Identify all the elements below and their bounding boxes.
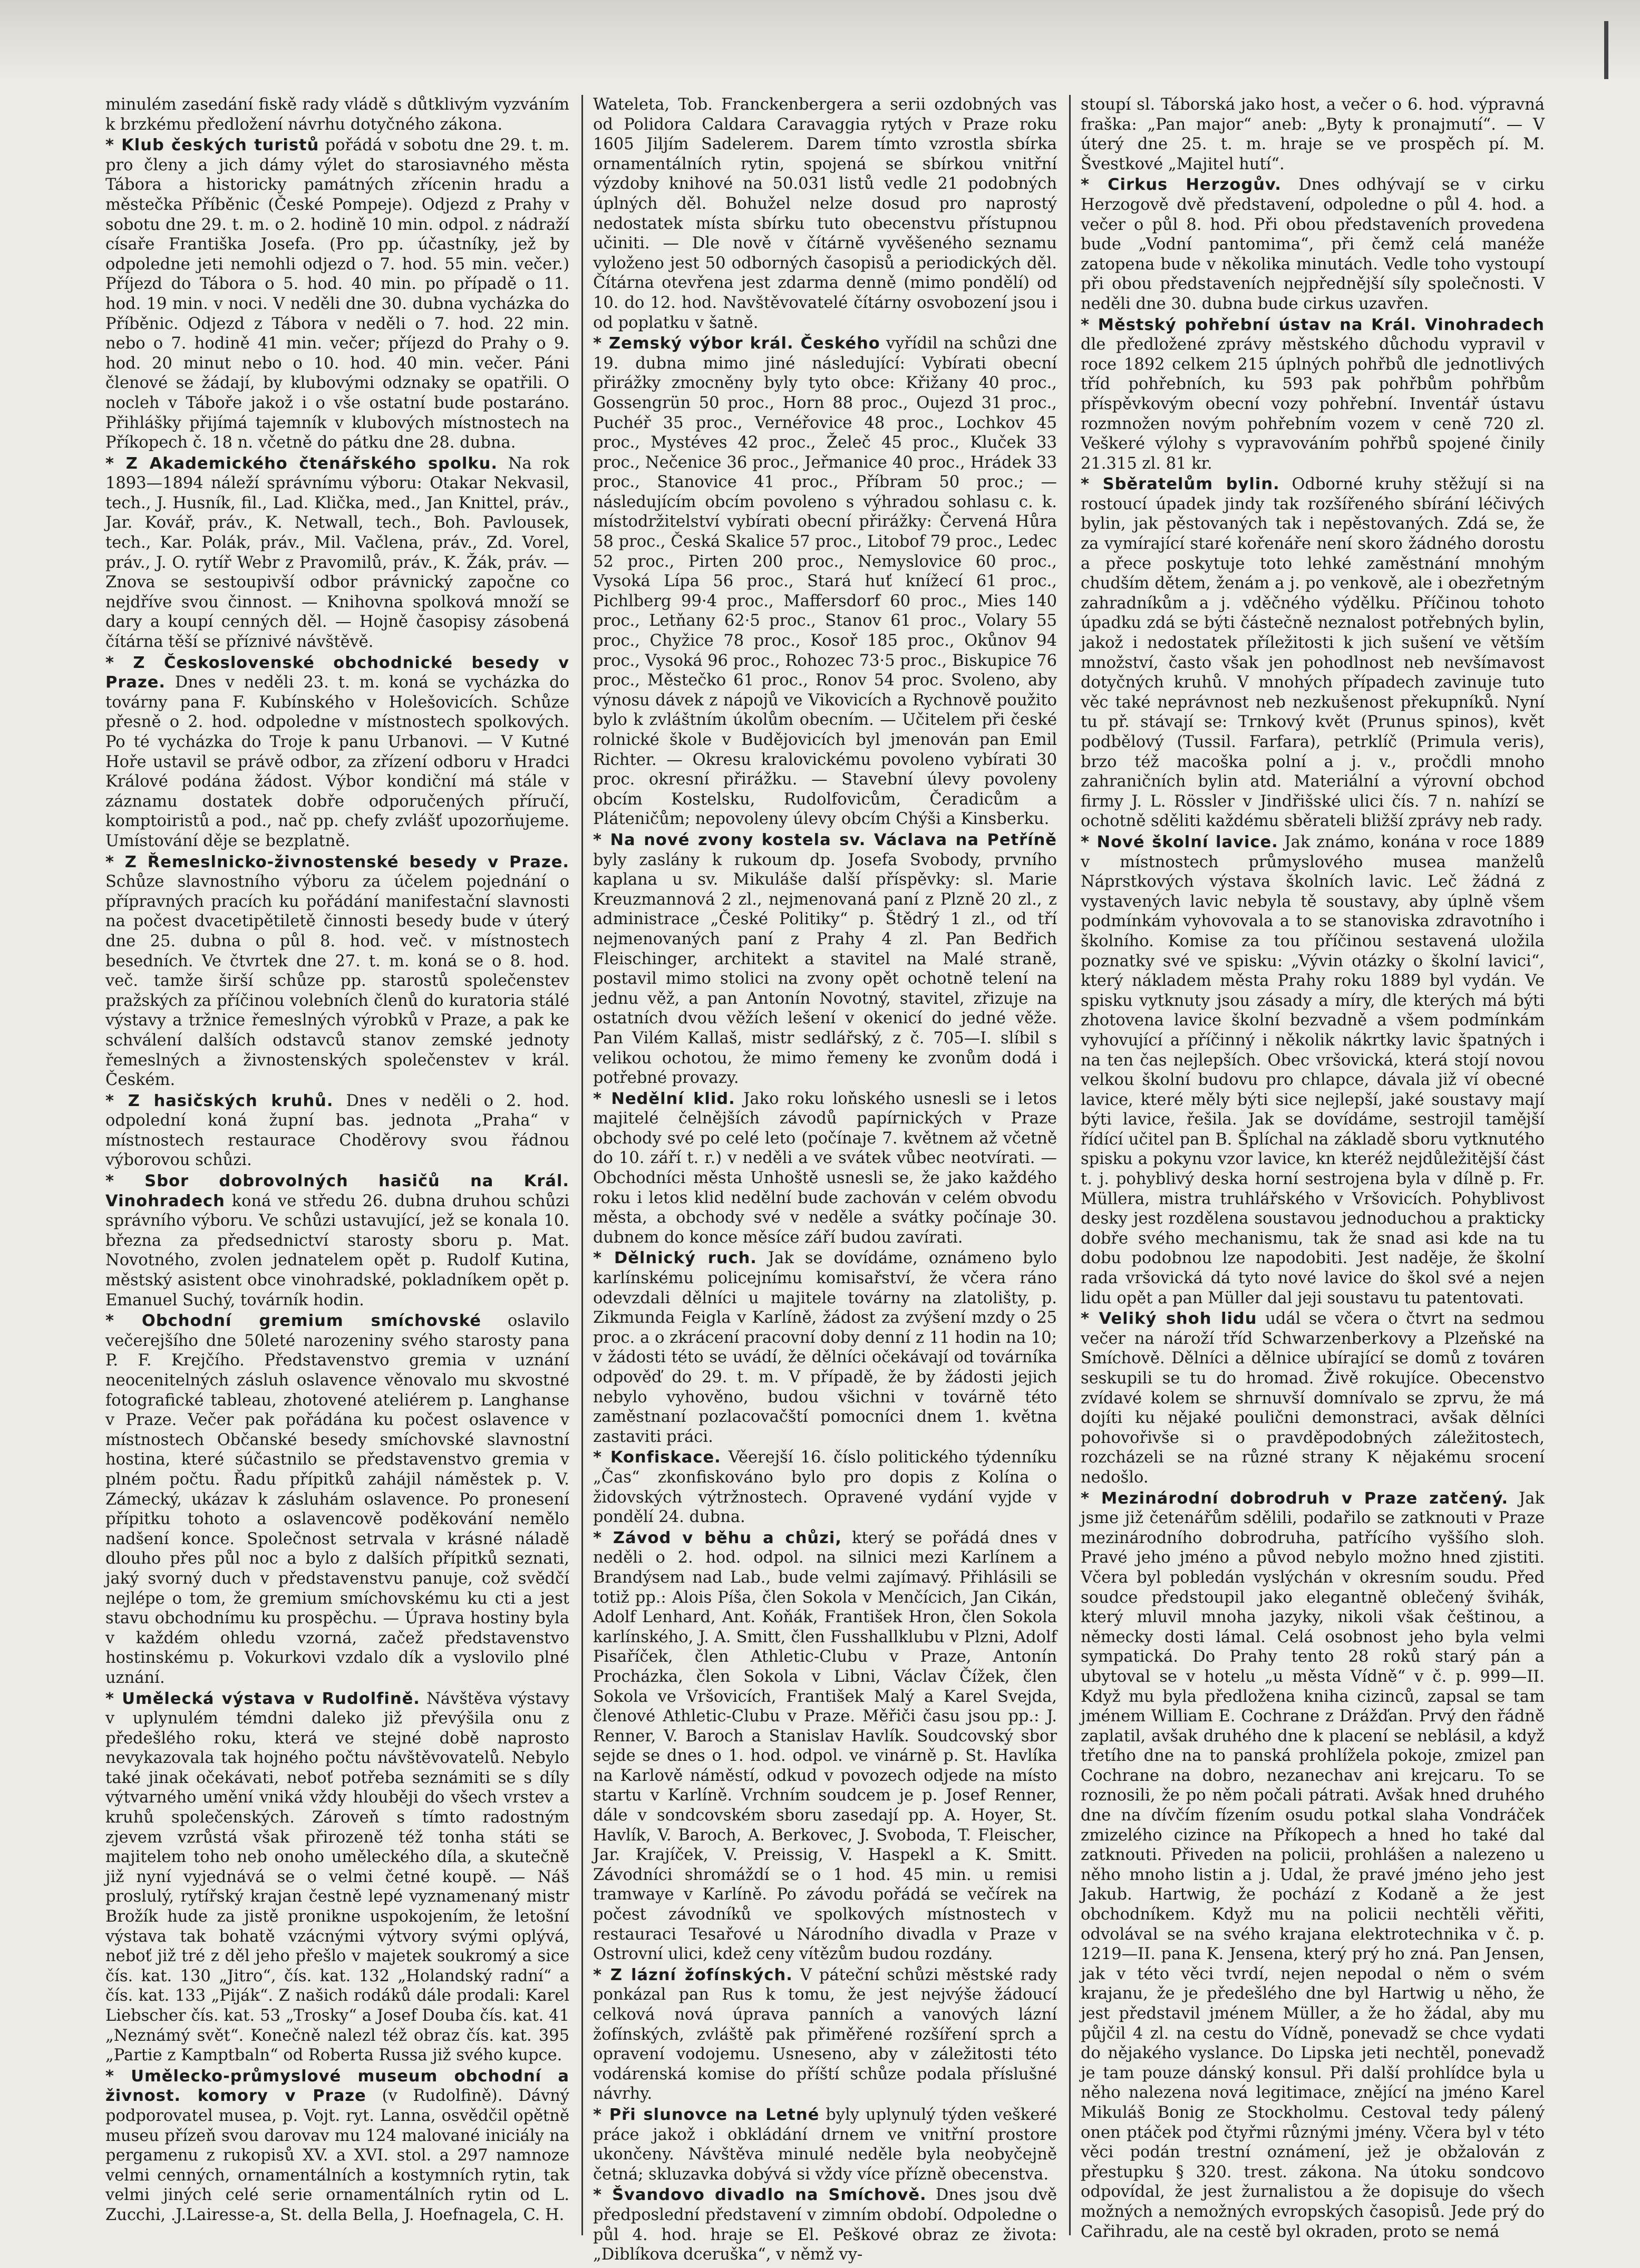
article-text: byly uplynulý týden veškeré práce jakož i obkládání drnem ve vnitřní prostore ukončeny. Návštěva minulé neděle byla neobyčejně četná; skluzavka dobývá si vždy více přízně obecenstva. [593,2105,1057,2184]
article-paragraph [105,1311,569,1688]
article-text: byly zaslány k rukoum dp. Josefa Svobody, prvního kaplana u sv. Mikuláše další příspěvky: sl. Marie Kreuzmannová 2 zl., nejmenovaná paní z Plzně 20 zl., z administrace „České Politiky“ p. Štědrý 1 zl., od tří nejmenovaných paní z Prahy 4 zl. Pan Bedřich Fleischinger, architekt a stavitel na Malé straně, postavil mimo stolici na zvony opět ochotně telení na jednu věž, a pan Antonín Novotný, stavitel, zřizuje na ostatních dvou věžích lešení v okenicí do jedné věže. Pan Vilém Kallaš, mistr sedlářský, z č. 705—I. slíbil s velikou ochotou, že mimo řemeny ke zvonům dodá i potřebné provazy. [593,850,1057,1088]
article-paragraph [1081,832,1545,1308]
article-paragraph [105,135,569,453]
column-3 [1081,95,1545,2241]
article-paragraph [593,1528,1057,1964]
article-paragraph [1081,1489,1545,2242]
article-paragraph [593,334,1057,829]
article-paragraph [105,1689,569,2066]
article-heading: * Z lázní žofínských. [593,1965,793,1984]
article-heading: * Z hasičských kruhů. [105,1091,334,1110]
article-text: pořádá v sobotu dne 29. t. m. pro členy a jich dámy výlet do starosiavného města Tábora a historicky památných zřícenin hradu a městečka Příběnic (České Pompeje). Odjezd z Prahy v sobotu dne 29. t. m. o 2. hodině 10 min. odpol. z nádraží císaře Františka Josefa. (Pro pp. účastníky, jež by odpoledne jeti nemohli odjezd o 7. hod. 55 min. večer.) Příjezd do Tábora o 5. hod. 40 min. po případě o 11. hod. 19 min. v noci. V neděli dne 30. dubna vycházka do Příběnic. Odjezd z Tábora v neděli o 7. hod. 22 min. nebo o 7. hodině 41 min. večer; příjezd do Prahy o 9. hod. 20 minut nebo o 10. hod. 40 min. večer. Páni členové se žádají, by klubovými odznaky se opatřili. O nocleh v Táboře jakož i o vše ostatní bude postaráno. Přihlášky přijímá tajemník v klubových místnostech na Příkopech č. 18 n. včetně do pátku dne 28. dubna. [105,136,570,452]
article-heading: * Z Československé obchodnické besedy v Praze. [105,653,569,692]
article-heading: * Umělecká výstava v Rudolfině. [105,1689,420,1708]
column-1 [105,95,569,2235]
article-paragraph [593,1089,1057,1248]
column-rule [1069,95,1071,2235]
article-heading: * Obchodní gremium smíchovské [105,1312,481,1331]
article-text: Jak se dovídáme, oznámeno bylo karlínskému policejnímu komisařství, že včera ráno odevzdali dělníci u majitele továrny na zlatolišty, p. Zikmunda Feigla v Karlíně, žádost za zvýšení mzdy o 25 proc. a o zkrácení pracovní doby denní z 11 hodin na 10; v žádosti této se uvádí, že dělníci očekávají od továrníka odpověď do 29. t. m. V případě, že by žádosti jejich nebylo vyhověno, budou všichni v továrně této zaměstnaní pozlacovačští pomocníci dnem 1. května zastaviti práci. [593,1249,1057,1446]
article-text: Schůze slavnostního výboru za účelem pojednání o přípravných pracích ku pořádání manifestační slavnosti na počest dvacetipětiletě činnosti besedy bude v úterý dne 25. dubna o půl 8. hod. več. v místnostech besedních. Ve čtvrtek dne 27. t. m. koná se o 8. hod. več. tamže širší schůze pp. starostů společenstev pražských za příčinou volebních členů do kuratoria stálé výstavy a tržnice řemeslných výrobků v Praze, a pak ke schválení dalších odstavců stanov zemské jednoty řemeslných a živnostenských společenstev v král. Českém. [105,873,569,1090]
article-paragraph [1081,95,1545,174]
article-paragraph [105,2067,569,2225]
article-heading: * Umělecko-průmyslové museum obchodní a živnost. komory v Praze [105,2067,569,2106]
article-text: Jak známo, konána v roce 1889 v místnostech průmyslového musea manželů Náprstkových výstava školních lavic. Leč žádná z vystavených lavic nebyla tě soustavy, aby úplně všem podmínkám vyhovovala a to se stanoviska zdravotního i školního. Komise za tou příčinou sestavená uložila poznatky své ve spisku: „Vývin otázky o školní lavici“, který nákladem města Prahy roku 1889 byl vydán. Ve spisku vytknuty jsou zásady a míry, dle kterých má býti zhotovena lavice školní bezvadně a všem podmínkám vyhovující a příčinný i několik nákrtky lavic špatných i na ten čas nejlepších. Obec vršovická, která stojí novou velkou školní budovu pro chlapce, dávala již ví obecné lavice, které měly býti sice nejlepší, jaké soustavy mají býti lavice, řešila. Jak se dovídáme, sestrojil tamější řídící učitel pan B. Šplíchal na základě sboru vytknutého spisku a pokynu vzor lavice, kn kteréž nejdůležitější část t. j. pohyblivý deska horní sestrojena byla v dílně p. Fr. Müllera, mistra truhlářského v Vršovicích. Pohyblivost desky jest rozdělena soustavou jednoduchou a prakticky dobře svého mechanismu, tak že snad asi kde na tu dobu podobnou lze napodobiti. Jest naděje, že školní rada vršovická dá tyto nové lavice do škol své a nejen lidu opět a pan Müller dal jeji soustavu tu patentovati. [1081,832,1545,1307]
article-text: Návštěva výstavy v uplynulém témdni daleko již převýšila onu z předešlého roku, která ve stejné době naprosto nevykazovala tak hojného počtu návštěvovatelů. Nebylo také jinak očekávati, neboť potřeba seznámiti se s díly výtvarného umění vniká vždy hlouběji do všech vrstev a kruhů společenských. Zároveň s tímto radostným zjevem vzrůstá však přirozeně též tonha státi se majitelem toho neb onoho uměleckého díla, a skutečně již nyní vyjednává se o velmi četné koupě. — Náš proslulý, rytířský krajan čestně lepé vyznamenaný mistr Brožík hude za jistě pronikne uspokojením, že letošní výstava tak bohatě vzácnými výtvory svými oplývá, neboť již tré z děl jeho přešlo v majetek soukromý a sice čís. kat. 130 „Jitro“, čís. kat. 132 „Holandský radní“ a čís. kat. 133 „Piják“. Z našich rodáků dále prodali: Karel Liebscher čís. kat. 53 „Trosky“ a Josef Douba čís. kat. 41 „Neznámý svět“. Konečně nalezl též obraz čís. kat. 395 „Partie z Kamptbaln“ od Roberta Russa již svého kupce. [105,1689,569,2065]
article-text: Věerejší 16. číslo politického týdenníku „Čas“ zkonfiskováno bylo pro dopis z Kolína o židovských výtržnostech. Opravené vydání vyjde v pondělí 24. dubna. [593,1448,1057,1527]
article-heading: * Klub českých turistů [105,136,319,155]
article-text: Jako roku loňského usnesli se i letos majitelé čelnějších závodů papírnických v Praze obchody své po celé leto (počínaje 7. květnem až včetně do 10. září t. r.) v neděli a ve svátek vůbec neotvírati. — Obchodníci města Unhoště usnesli se, že jako každého roku i letos klid nedělní bude zachován v celém obvodu města, a obchody své v neděle a svátky počínaje 30. dubnem do konce měsíce září budou zavírati. [593,1089,1057,1247]
article-heading: * Při slunovce na Letné [593,2105,820,2124]
page-top-shadow [0,0,1640,79]
newspaper-page [105,95,1545,2264]
page-edge-mark [1604,21,1608,79]
article-heading: * Nové školní lavice. [1081,832,1278,851]
article-paragraph [593,2105,1057,2184]
article-text: (v Rudolfině). Dávný podporovatel musea, p. Vojt. ryt. Lanna, osvědčil opětně museu přízeň svou darovav mu 124 malované iniciály na pergamenu z rukopisů XV. a XVI. stol. a 297 namnoze velmi cenných, ornamentálních a kostymních rytin, tak velmi jiných celé serie ornamentálních rytin od L. Zucchi, .J.Lairesse-a, St. della Bella, J. Hoefnagela, C. H. [105,2087,569,2224]
article-text: oslavilo večerejšího dne 50leté narozeniny svého starosty pana P. F. Krejčího. Představenstvo gremia v uznání neocenitelných zásluh oslavence věnovalo mu skvostné fotografické tableau, zhotovené ateliérem p. Langhanse v Praze. Večer pak pořádána ku počest oslavence v místnostech Občanské besedy smíchovské slavnostní hostina, které súčastnilo se představenstvo gremia v plném počtu. Řadu přípitků zahájil náměstek p. V. Zámecký, ukázav k zásluhám oslavence. Po pronesení přípitku tohoto a oslavencově poděkování nemělo nadšení konce. Společnost setrvala v krásné náladě dlouho přes půl noc a bylo z dalších přípitků seznati, jaký svorný duch v představenstvu panuje, což svědčí nejlépe o tom, že gremium smíchovskému ku cti a jest stavu obchodnímu ku prospěchu. — Úprava hostiny byla v každém ohledu vzorná, začež představenstvo hostinskému p. Vokurkovi vzdalo dík a vyslovilo plné uznání. [105,1312,569,1687]
article-text: který se pořádá dnes v neděli o 2. hod. odpol. na silnici mezi Karlínem a Brandýsem nad Lab., bude velmi zajímavý. Přihlásili se totiž pp.: Alois Píša, člen Sokola v Menčícich, Jan Cikán, Adolf Lenhard, Ant. Koňák, František Hron, člen Sokola karlínského, J. A. Smitt, člen Fusshallklubu v Plzni, Adolf Pisaříček, člen Athletic-Clubu v Praze, Antonín Procházka, člen Sokola v Libni, Václav Čížek, člen Sokola ve Vršovicích, František Malý a Karel Svejda, členové Athletic-Clubu v Praze. Měřiči času jsou pp.: J. Renner, V. Baroch a Stanislav Havlík. Soudcovský sbor sejde se dnes o 1. hod. odpol. ve vinárně p. St. Havlíka na Karlově náměstí, odkud v povozech odjede na místo startu v Karlíně. Vrchním soudcem je p. Josef Renner, dále v sondcovském sboru zasedají pp. A. Hoyer, St. Havlík, V. Baroch, A. Berkovec, J. Svoboda, T. Fleischer, Jar. Krajíček, V. Preissig, V. Haspekl a K. Smitt. Závodníci shromáždí se o 1 hod. 45 min. u remisi tramwaye v Karlíně. Po závodu pořádá se večírek na počest závodníků ve spolkových místnostech v restauraci Tesařové u Národního divadla v Praze v Ostrovní ulici, kdež ceny vítězům budou rozdány. [593,1528,1057,1964]
article-heading: * Městský pohřební ústav na Král. Vinohradech [1081,315,1545,334]
article-text: Dnes odhývají se v cirku Herzogově dvě představení, odpoledne o půl 4. hod. a večer o půl 8. hod. Při obou představeních provedena bude „Vodní pantomima“, při čemž celá manéže zatopena bude v několika minutách. Vedle toho vystoupí při obou představeních nejpřednější síly společnosti. V neděli dne 30. dubna bude cirkus uzavřen. [1081,176,1545,313]
article-paragraph [1081,474,1545,831]
article-heading: * Cirkus Herzogův. [1081,176,1282,195]
column-rule [581,95,583,2235]
article-heading: * Švandovo divadlo na Smíchově. [593,2186,927,2205]
article-text: Odborné kruhy stěžují si na rostoucí úpadek jindy tak rozšířeného sbírání léčivých bylin, jak pěstovaných tak i nepěstovaných. Zdá se, že za vymírající staré kořenáře není skoro žádného dorostu a přece poskytuje toto lehké zaměstnání mnohým chudším dětem, ženám a j. po venkově, ale i obezřetným zahradníkům a j. vděčného výdělku. Příčinou tohoto úpadku zdá se býti částečně neznalost potřebných bylin, jakož i nedostatek příležitosti k jich sušení ve větším množství, často však jen pohodlnost neb nevšímavost dotyčných kruhů. V mnohých případech zavinuje tuto věc také neprávnost neb nezkušenost překupníků. Nyní tu př. stávají se: Trnkový květ (Prunus spinos), květ podbělový (Tussil. Farfara), petrklíč (Primula veris), brzo též macoška polní a j. v., pročdli mnoho zahraničních bylin atd. Materiální a výrovní obchod firmy J. L. Rössler v Jindřišské ulici čís. 7 n. nahízí se ochotně sděliti každému sběrateli bližší zprávy neb rady. [1081,475,1545,831]
article-heading: * Dělnický ruch. [593,1249,757,1268]
article-text: Dnes v neděli 23. t. m. koná se vycházka do továrny pana F. Kubínského v Holešovicích. Schůze přesně o 2. hod. odpoledne v místnostech spolkových. Po té vycházka do Troje k panu Urbanovi. — V Kutné Hoře ustavil se právě odbor, za zřízení odboru v Hradci Králové podána žádost. Výbor kondiční má stále v záznamu dostatek dobře odporučených příručí, komptoiristů a pod., nač pp. chefy zvlášť upozorňujeme. Umístování děje se bezplatně. [105,673,569,850]
article-heading: * Z Řemeslnicko-živnostenské besedy v Praze. [105,852,569,871]
article-paragraph [105,95,569,134]
article-text: dle předložené zprávy městského důchodu vypravil v roce 1892 celkem 215 úplných pohřbů dle jednotlivých tříd pohřebních, ku 593 pak pohřbům pohřbům příspěvkovým obecní vozy pohřební. Inventář ústavu rozmnožen novým pohřebním vozem v ceně 720 zl. Veškeré výlohy s vypravováním pohřbů spojené činily 21.315 zl. 81 kr. [1081,335,1545,473]
article-heading: * Závod v běhu a chůzi, [593,1528,842,1547]
article-paragraph [593,2185,1057,2264]
article-paragraph [105,1171,569,1310]
article-text: Wateleta, Tob. Franckenbergera a serii ozdobných vas od Polidora Caldara Caravaggia rytých v Praze roku 1605 Jiljím Sadelerem. Darem tímto vzrostla sbírka ornamentálních rytin, spojená se sbírkou vnitřní výzdoby knihové na 50.031 listů vedle 21 podobných úplných děl. Bohužel nelze dosud pro naprostý nedostatek místa sbírku tuto obecenstvu přístupnou učiniti. — Dle nově v čítárně vyvěšeného seznamu vyloženo jest 50 odborných časopisů a periodických děl. Čítárna otevřena jest zdarma denně (mimo pondělí) od 10. do 12. hod. Navštěvovatelé čítárny osvobození jsou i od poplatku v šatně. [593,95,1057,332]
article-paragraph [105,852,569,1090]
article-paragraph [593,1248,1057,1447]
article-heading: * Sbor dobrovolných hasičů na Král. Vinohradech [105,1172,569,1210]
article-text: koná ve středu 26. dubna druhou schůzi správního výboru. Ve schůzi ustavující, jež se konala 10. března za předsednictví starosty sboru p. Mat. Novotného, zvolen jednatelem opět p. Rudolf Kutina, městský asistent obce vinohradské, pokladníkem opět p. Emanuel Suchý, továrník hodin. [105,1191,569,1310]
article-paragraph [105,653,569,851]
article-paragraph [105,1091,569,1170]
article-heading: * Zemský výbor král. Českého [593,334,880,353]
article-text: Dnes v neděli o 2. hod. odpolední koná župní bas. jednota „Praha“ v místnostech restaurace Choděrovy svou řádnou výborovou schůzi. [105,1091,569,1170]
article-text: minulém zasedání fiskě rady vládě s důtklivým vyzváním k brzkému předložení návrhu dotyčného zákona. [105,95,569,134]
article-heading: * Na nové zvony kostela sv. Václava na Petříně [593,830,1057,849]
article-heading: * Konfiskace. [593,1448,721,1467]
article-text: udál se včera o čtvrt na sedmou večer na nároží tříd Schwarzenberkovy a Plzeňské na Smíchově. Dělníci a dělnice ubírající se domů z továren seskupili se tu do hromad. Živě rokujíce. Obecenstvo zvídavé kolem se shrnuvší domnívalo se zprvu, že má dojíti ku nějaké poulični demonstraci, avšak dělníci pohovořivše si o pravděpodobných záležitostech, rozcházeli se na různé strany K nějakému srocení nedošlo. [1081,1310,1545,1487]
article-heading: * Sběratelům bylin. [1081,475,1280,494]
article-text: Dnes jsou dvě předposlední představení v zimním období. Odpoledne o půl 4. hod. hraje se El. Peškové obraz ze života: „Diblíkova dceruška“, v němž vy- [593,2186,1057,2264]
article-paragraph [593,1448,1057,1527]
article-paragraph [105,454,569,652]
article-paragraph [1081,315,1545,474]
article-paragraph [1081,1309,1545,1487]
article-heading: * Mezinárodní dobrodruh v Praze zatčený. [1081,1489,1509,1508]
article-text: stoupí sl. Táborská jako host, a večer o 6. hod. výpravná fraška: „Pan major“ aneb: „Byty k pronajmutí“. — V úterý dne 25. t. m. hraje se ve prospěch pí. M. Švestkové „Majitel hutí“. [1081,95,1545,173]
article-paragraph [593,830,1057,1088]
article-text: V páteční schůzi městské rady ponkázal pan Rus k tomu, že jest nejvýše žádoucí celková nová úprava panních a vanových lázní žofínských, zvláště pak přiměřené rozšíření sprch a opravení vodojemu. Usneseno, aby v záležitosti této vodárenská komise do příští schůze podala příslušné návrhy. [593,1965,1057,2104]
article-heading: * Nedělní klid. [593,1089,735,1108]
article-heading: * Veliký shoh lidu [1081,1310,1257,1329]
article-paragraph [1081,175,1545,314]
article-text: vyřídil na schůzi dne 19. dubna mimo jiné následující: Vybírati obecní přirážky zmocněny byly tyto obce: Křižany 40 proc., Gossengrün 50 proc., Horn 88 proc., Oujezd 31 proc., Puchéř 35 proc., Vernéřovice 48 proc., Lochkov 45 proc., Mystéves 42 proc., Želeč 45 proc., Kluček 33 proc., Nečenice 36 proc., Jeřmanice 40 proc., Hrádek 33 proc., Stanovice 41 proc., Příbram 50 proc.; — následujícím obcím povoleno s výhradou sohlasu c. k. místodržitelství vybírati obecní přirážky: Červená Hůra 58 proc., Česká Skalice 57 proc., Litobof 79 proc., Ledec 52 proc., Pirten 200 proc., Nemyslovice 60 proc., Vysoká Lípa 56 proc., Stará huť knížecí 61 proc., Pichlberg 99·4 proc., Maffersdorf 60 proc., Mies 140 proc., Letňany 62·5 proc., Stanov 61 proc., Volary 55 proc., Chyžice 78 proc., Kosoř 185 proc., Okůnov 94 proc., Vysoká 96 proc., Rohozec 73·5 proc., Biskupice 76 proc., Městečko 61 proc., Ronov 54 proc. Svoleno, aby výnosu dávek z nápojů ve Vikovicích a Rychnově použito bylo k zvláštním úkolům obecním. — Učitelem při české rolnické škole v Budějovicích byl jmenován pan Emil Richter. — Okresu kralovickému povoleno vybírati 30 proc. okresní přirážku. — Stavební úlevy povoleny obcím Kostelsku, Rudolfovicům, Čeradicům a Pláteničům; nepovoleny úlevy obcím Chýši a Kinsberku. [593,334,1057,829]
article-paragraph [593,1965,1057,2104]
article-text: Na rok 1893—1894 náleží správnímu výboru: Otakar Nekvasil, tech., J. Husník, fil., Lad. Klička, med., Jan Knittel, práv., Jar. Kovář, práv., K. Netwall, tech., Boh. Pavlousek, tech., Kar. Polák, práv., Mil. Vačlena, práv., Zd. Vorel, práv., J. O. rytíř Webr z Pravomilů, práv., K. Žák, práv. — Znova se sestoupivší odbor právnický započne co nejdříve svou činnost. — Knihovna spolková množí se dary a koupí cenných děl. — Hojně časopisy zásobená čítárna těší se příznivé návštěvě. [105,454,570,652]
column-2 [593,95,1057,2264]
article-paragraph [593,95,1057,333]
article-heading: * Z Akademického čtenářského spolku. [105,454,498,473]
article-text: Jak jsme již četenářům sdělili, podařilo se zatknouti v Praze mezinárodního dobrodruha, patřícího vyššího sloh. Pravé jeho jméno a původ nebylo možno hned zjistiti. Včera byl pobledán vyslýchán v okresním soudu. Před soudce předstoupil jako elegantně oblečený švihák, který mluvil mnoha jazyky, nikoli však češtinou, a německy dosti lámal. Celá osobnost jeho byla velmi sympatická. Do Prahy tento 28 roků starý pán a ubytoval se v hotelu „u města Vídně“ v č. p. 999—II. Když mu byla předložena kniha cizinců, zapsal se tam jménem William E. Cochrane z Drážďan. Prvý den řádně zaplatil, avšak druhého dne k placení se neblásil, a když třetího dne na to panská prohlížela pokoje, zmizel pan Cochrane na dobro, nezanechav ani krejcaru. To se roznosili, že po něm počali pátrati. Avšak hned druhého dne na dívčím fízením osudu potkal slaha Vondráček zmizelého cizince na Příkopech a hned ho také dal zatknouti. Přiveden na policii, prohlášen a nalezeno u něho mnoho listin a j. Udal, že pravé jméno jeho jest Jakub. Hartwig, že pochází z Kodaně a že jest obchodníkem. Když mu na policii nechtěli věřiti, odvolával se na svého krajana elektrotechnika v č. p. 1219—II. pana K. Jensena, který prý ho zná. Pan Jensen, jak v této věci tvrdí, nejen nepodal o něm o svém krajanu, že je předešlého dne byl Hartwig u něho, že jest představil jménem Müller, a že ho žádal, aby mu půjčil 4 zl. na cestu do Vídně, ponevadž se chce vydati do nějakého vyslance. Do Lipska jeti nechtěl, ponevadž je tam pouze dánský konsul. Při další prohlídce byla u něho nalezena nová legitimace, znějící na jméno Karel Mikuláš Bonig ze Stockholmu. Cestoval tedy pálený onen ptáček pod čtyřmi různými jmény. Včera byl v této věci podán trestní oznámení, jež je obžalován z přestupku § 320. trest. zákona. Na útoku sondcovo odpovídal, že jest žurnalistou a že dopisuje do všech možných a nemožných evropských časopisů. Jede prý do Cařihradu, ale na cestě byl okraden, proto se nemá [1081,1489,1545,2241]
